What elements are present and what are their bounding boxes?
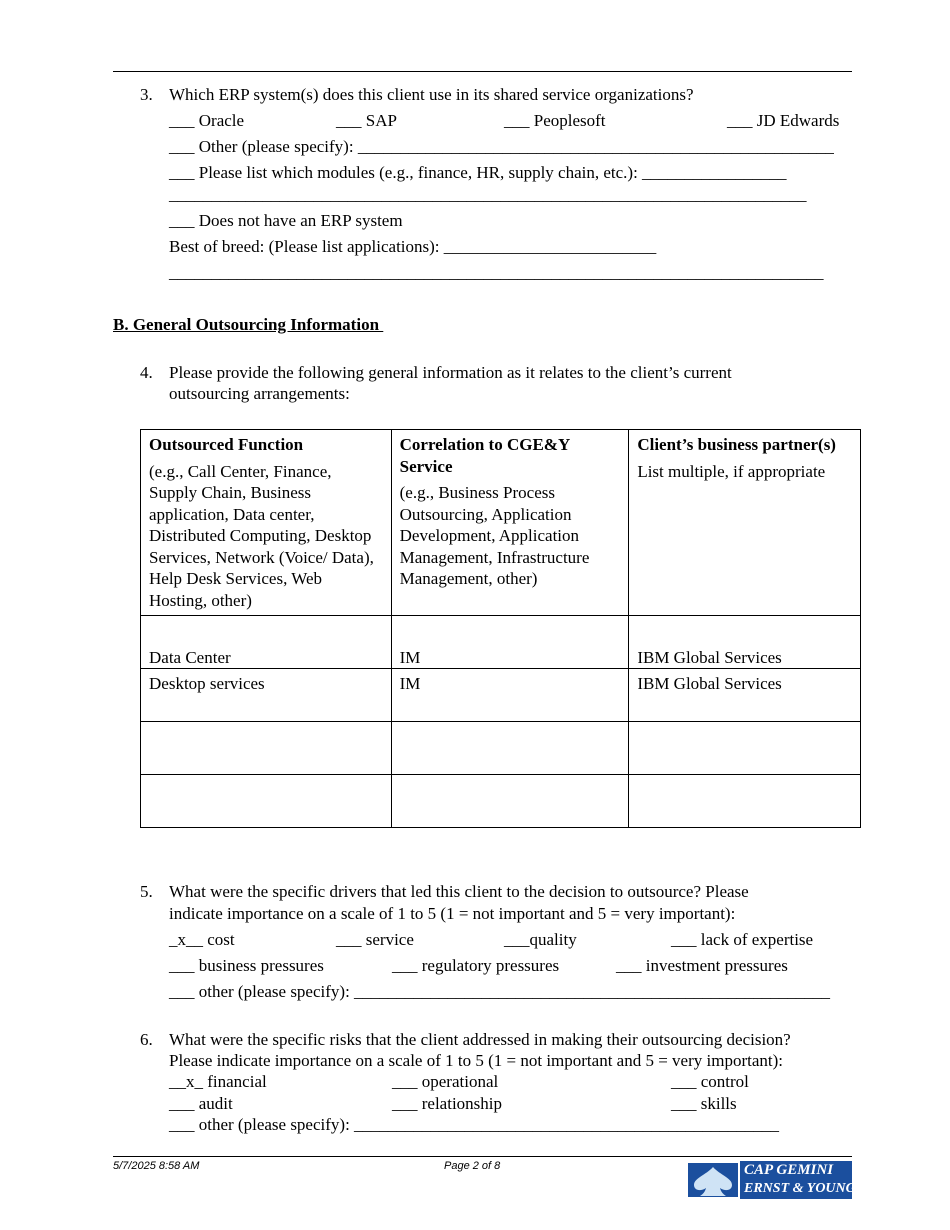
table-cell[interactable] [629, 775, 861, 828]
q3-option-jdedwards[interactable]: ___ JD Edwards [727, 111, 840, 130]
q3-option-peoplesoft[interactable]: ___ Peoplesoft [504, 111, 606, 130]
q5-option-expertise[interactable]: ___ lack of expertise [671, 930, 814, 949]
q3-option-sap[interactable]: ___ SAP [336, 111, 397, 130]
q6-option-operational[interactable]: ___ operational [392, 1072, 499, 1091]
q3-best-of-breed-field[interactable]: Best of breed: (Please list applications): _________________________ [169, 237, 657, 256]
table-cell[interactable] [141, 775, 392, 828]
table-row [141, 775, 861, 828]
q4-question-line2: outsourcing arrangements: [169, 384, 350, 403]
cap-gemini-ernst-young-logo [686, 1161, 856, 1199]
q5-question-line1: What were the specific drivers that led this client to the decision to outsource? Please [169, 882, 749, 901]
footer-datetime: 5/7/2025 8:58 AM [113, 1160, 200, 1172]
q6-other-field[interactable]: ___ other (please specify): __________________________________________________ [169, 1115, 780, 1134]
q6-question-line1: What were the specific risks that the client addressed in making their outsourcing decision? [169, 1030, 791, 1049]
logo-text-line1: CAP GEMINI [744, 1162, 834, 1178]
header-correlation [391, 430, 629, 616]
logo-text-line2: ERNST & YOUNG [744, 1181, 856, 1196]
header-title: Outsourced Function [149, 435, 304, 454]
table-cell[interactable]: IBM Global Services [629, 616, 861, 669]
table-row [141, 722, 861, 775]
q5-option-cost[interactable]: _x__ cost [169, 930, 235, 949]
header-description: List multiple, if appropriate [637, 461, 826, 481]
q6-option-skills[interactable]: ___ skills [671, 1094, 737, 1113]
outsourcing-table [140, 429, 861, 828]
q3-other-field[interactable]: ___ Other (please specify): ________________________________________________________ [169, 137, 834, 156]
q3-no-erp-option[interactable]: ___ Does not have an ERP system [169, 211, 403, 230]
header-title: Client’s business partner(s) [637, 435, 836, 454]
table-cell[interactable]: Data Center [141, 616, 392, 669]
q4-number: 4. [140, 363, 153, 382]
q3-question: Which ERP system(s) does this client use in its shared service organizations? [169, 85, 694, 104]
header-description: (e.g., Business Process Outsourcing, Application Development, Application Management, Infrastructure Management, other) [399, 483, 590, 588]
table-cell[interactable] [391, 775, 629, 828]
q5-question-line2: indicate importance on a scale of 1 to 5 (1 = not important and 5 = very important): [169, 904, 740, 923]
table-cell[interactable] [391, 722, 629, 775]
table-cell[interactable]: IM [391, 616, 629, 669]
q3-best-of-breed-continuation[interactable]: _____________________________________________________________________________ [169, 263, 824, 282]
section-b-heading: B. General Outsourcing Information [113, 315, 384, 334]
header-business-partner [629, 430, 861, 616]
q5-option-service[interactable]: ___ service [336, 930, 414, 949]
q5-other-field[interactable]: ___ other (please specify): ________________________________________________________ [169, 982, 831, 1001]
q5-number: 5. [140, 882, 153, 901]
table-cell[interactable]: IM [391, 669, 629, 722]
q5-option-business-pressures[interactable]: ___ business pressures [169, 956, 324, 975]
q3-modules-field[interactable]: ___ Please list which modules (e.g., finance, HR, supply chain, etc.): _________________ [169, 163, 787, 182]
header-title: Correlation to CGE&Y Service [399, 435, 570, 476]
header-rule [113, 71, 852, 72]
q6-option-financial[interactable]: __x_ financial [169, 1072, 267, 1091]
q5-option-regulatory-pressures[interactable]: ___ regulatory pressures [392, 956, 560, 975]
q6-option-relationship[interactable]: ___ relationship [392, 1094, 503, 1113]
q6-question-line2: Please indicate importance on a scale of 1 to 5 (1 = not important and 5 = very important): [169, 1051, 784, 1070]
q4-question-line1: Please provide the following general information as it relates to the client’s current [169, 363, 732, 382]
q3-modules-continuation[interactable]: ___________________________________________________________________________ [169, 185, 807, 204]
q6-option-audit[interactable]: ___ audit [169, 1094, 233, 1113]
header-description: (e.g., Call Center, Finance, Supply Chain, Business application, Data center, Distributed Computing, Desktop Services, Network (Voice/ Data), Help Desk Services, Web Hosting, other) [149, 461, 374, 610]
table-cell[interactable] [629, 722, 861, 775]
q6-option-control[interactable]: ___ control [671, 1072, 749, 1091]
table-row [141, 616, 861, 669]
table-cell[interactable]: Desktop services [141, 669, 392, 722]
table-header-row [141, 430, 861, 616]
footer-rule [113, 1156, 852, 1157]
q3-option-oracle[interactable]: ___ Oracle [169, 111, 245, 130]
q6-number: 6. [140, 1030, 153, 1049]
q5-option-quality[interactable]: ___quality [504, 930, 577, 949]
q3-number: 3. [140, 85, 153, 104]
q5-option-investment-pressures[interactable]: ___ investment pressures [616, 956, 788, 975]
table-cell[interactable]: IBM Global Services [629, 669, 861, 722]
table-row [141, 669, 861, 722]
footer-page-number: Page 2 of 8 [444, 1160, 501, 1172]
table-cell[interactable] [141, 722, 392, 775]
header-outsourced-function [141, 430, 392, 616]
